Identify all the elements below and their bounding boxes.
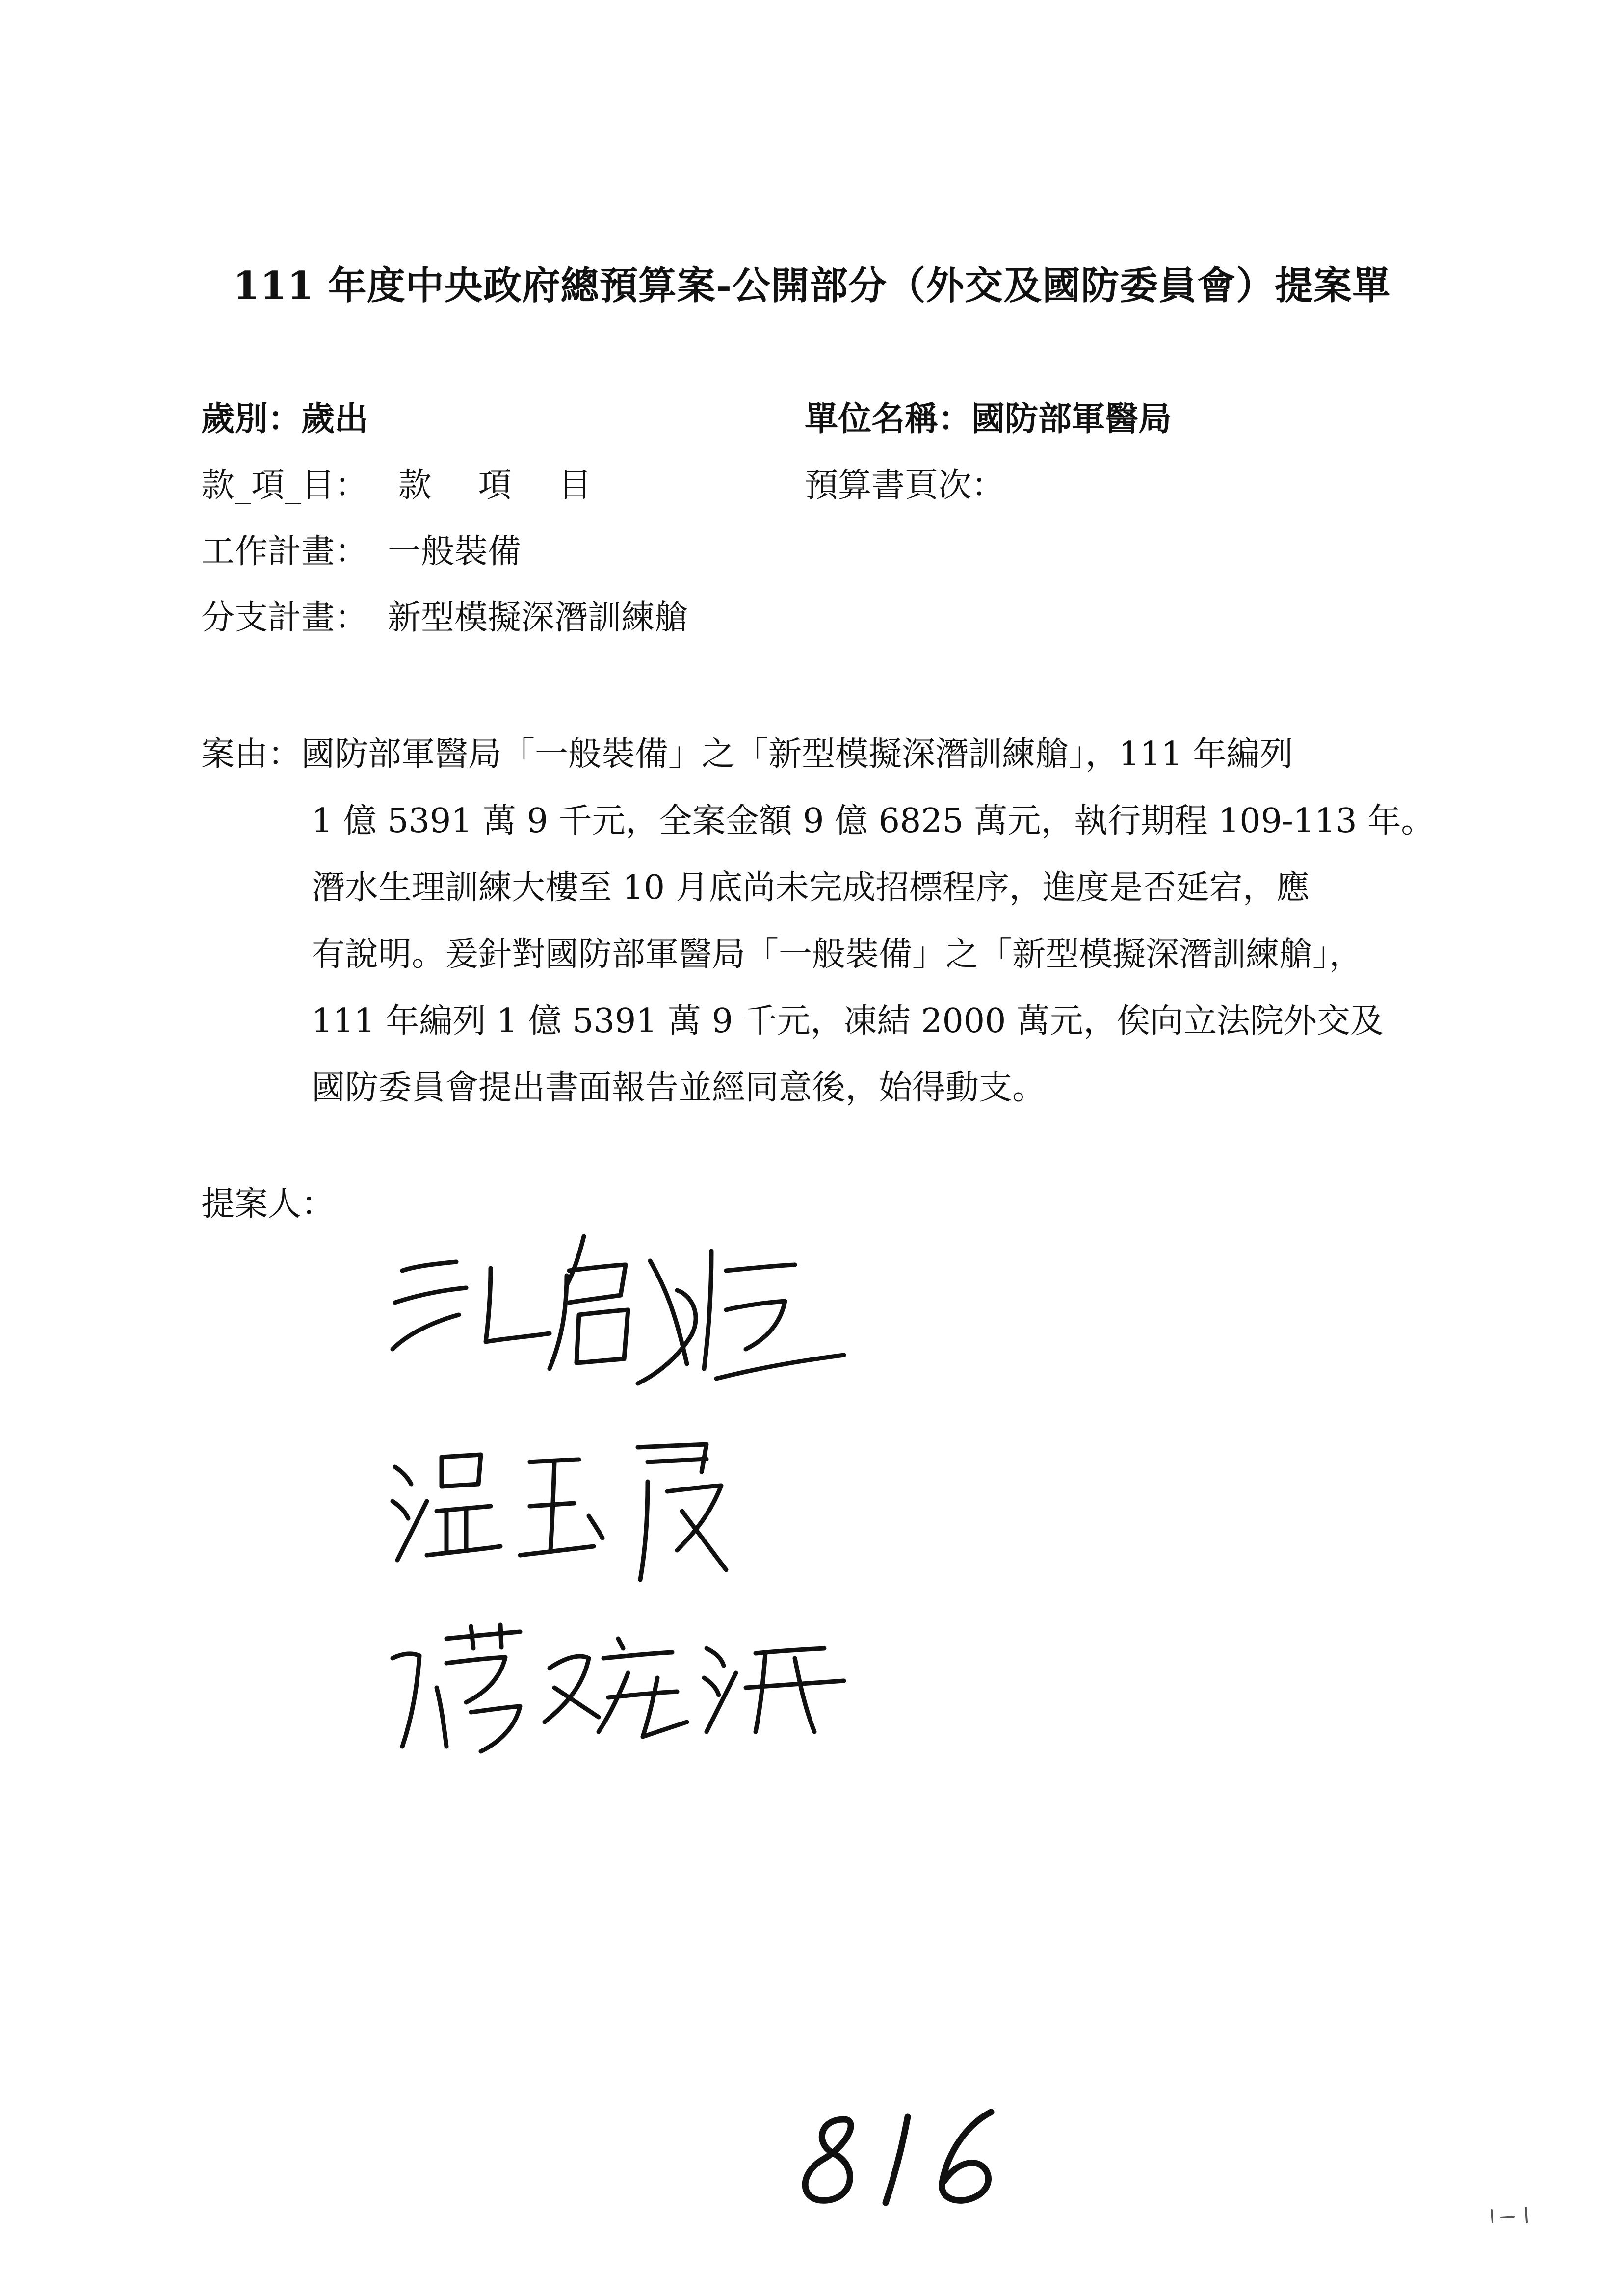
sub-plan-label: 分支計畫：	[201, 599, 368, 637]
sub-plan-field	[201, 591, 688, 639]
document-title: 111 年度中央政府總預算案-公開部分（外交及國防委員會）提案單	[233, 263, 1391, 308]
reason-line: 國防委員會提出書面報告並經同意後，始得動支。	[312, 1069, 1046, 1107]
category-value: 歲出	[301, 399, 368, 439]
budget-page-label: 預算書頁次：	[805, 466, 1005, 505]
item-label: 款_項_目：	[201, 466, 368, 505]
budget-page-field	[805, 459, 1005, 506]
item-value-mu: 目	[558, 466, 592, 505]
reason-line: 潛水生理訓練大樓至 10 月底尚未完成招標程序，進度是否延宕，應	[312, 868, 1310, 907]
handwritten-signatures	[373, 1217, 1060, 1805]
unit-label: 單位名稱：	[805, 399, 972, 439]
reason-line: 1 億 5391 萬 9 千元，全案金額 9 億 6825 萬元，執行期程 109-113 年。	[312, 802, 1435, 840]
signature-2	[393, 1444, 726, 1580]
signature-3	[393, 1625, 844, 1751]
case-reason	[201, 721, 1467, 1122]
unit-field	[805, 392, 1172, 440]
work-plan-value: 一般裝備	[388, 532, 522, 571]
reason-line: 有說明。爰針對國防部軍醫局「一般裝備」之「新型模擬深潛訓練艙」，	[312, 935, 1363, 974]
scan-corner-mark	[1487, 2203, 1536, 2227]
unit-value: 國防部軍醫局	[971, 399, 1172, 439]
reason-line: 案由：國防部軍醫局「一般裝備」之「新型模擬深潛訓練艙」，111 年編列	[201, 735, 1293, 774]
work-plan-field	[201, 525, 521, 573]
item-values	[398, 466, 638, 505]
category-field	[201, 392, 368, 440]
reason-line: 111 年編列 1 億 5391 萬 9 千元，凍結 2000 萬元，俟向立法院外交及	[312, 1002, 1384, 1041]
proposer-label: 提案人：	[201, 1185, 335, 1224]
item-field	[201, 459, 638, 506]
category-label: 歲別：	[201, 399, 302, 439]
work-plan-label: 工作計畫：	[201, 532, 368, 571]
handwritten-page-number	[785, 2100, 1040, 2213]
item-value-kuan: 款	[398, 466, 432, 505]
item-value-xiang: 項	[478, 466, 512, 505]
sub-plan-value: 新型模擬深潛訓練艙	[388, 599, 688, 637]
signature-1	[393, 1236, 844, 1383]
